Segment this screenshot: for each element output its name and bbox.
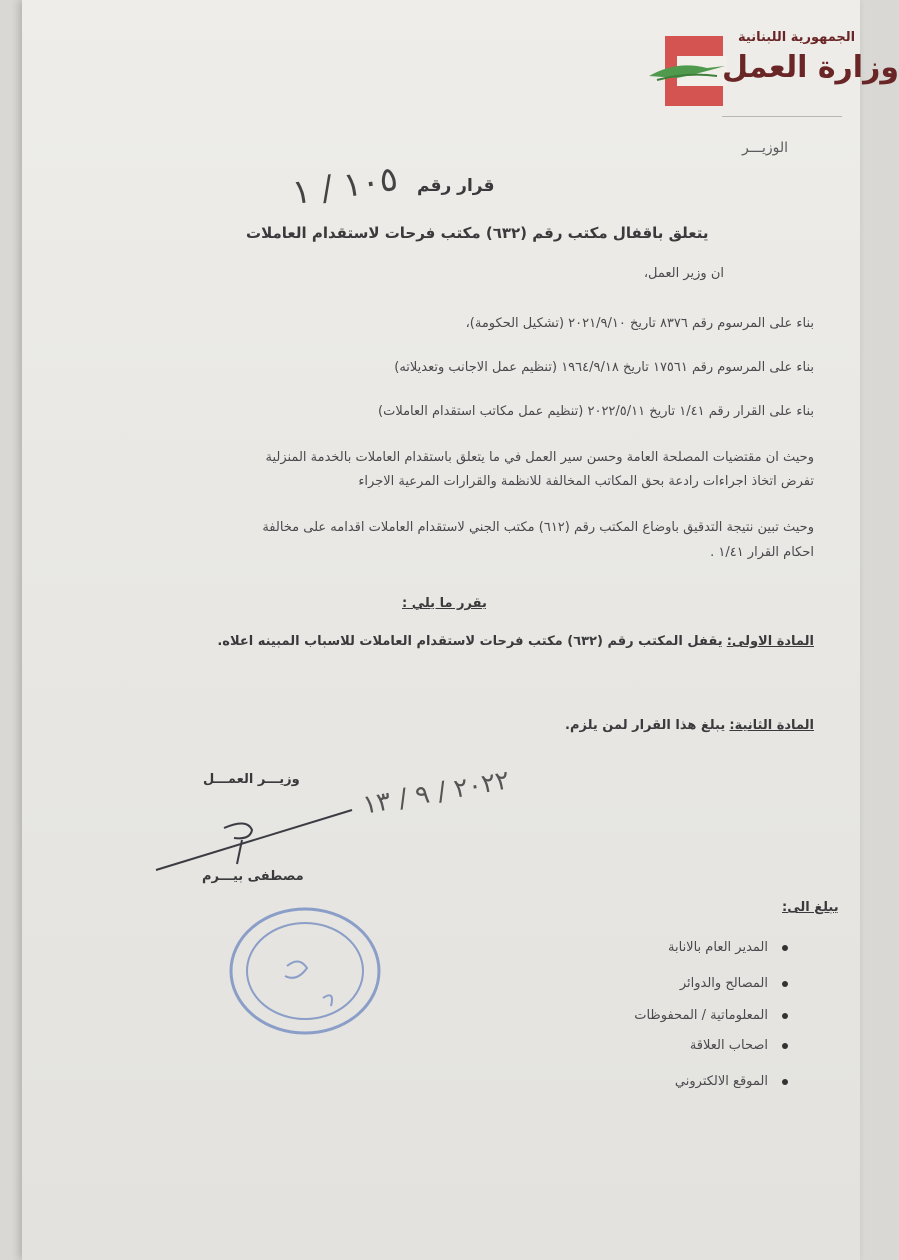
decision-number-label: قرار رقم	[417, 176, 495, 196]
republic-label: الجمهورية اللبنانية	[738, 30, 856, 45]
distribution-item-label: المدير العام بالانابة	[668, 940, 768, 955]
article-1-text: يقفل المكتب رقم (٦٣٢) مكتب فرحات لاستقدام العاملات للاسباب المبينه اعلاه.	[217, 634, 723, 649]
bullet-icon	[782, 1013, 788, 1019]
document-page	[22, 0, 899, 1260]
minister-label: الوزيـــر	[742, 140, 789, 156]
whereas-1b: تفرض اتخاذ اجراءات رادعة بحق المكاتب المخالفة للانظمة والقرارات المرعية الاجراء	[358, 474, 814, 489]
preamble-line-2: بناء على المرسوم رقم ١٧٥٦١ تاريخ ١٩٦٤/٩/١٨ (تنظيم عمل الاجانب وتعديلاته)	[394, 360, 814, 375]
distribution-item	[634, 1008, 788, 1023]
whereas-2a: وحيث تبين نتيجة التدقيق باوضاع المكتب رقم (٦١٢) مكتب الجني لاستقدام العاملات اقدامه على مخالفة	[262, 520, 814, 535]
article-2-label: المادة الثانية:	[729, 718, 814, 733]
distribution-title: يبلغ الى:	[782, 900, 839, 915]
distribution-item	[690, 1038, 788, 1053]
preamble-intro: ان وزير العمل،	[643, 266, 724, 281]
whereas-2b: احكام القرار ١/٤١ .	[710, 545, 814, 560]
distribution-item-label: الموقع الالكتروني	[674, 1074, 768, 1089]
article-2	[565, 718, 814, 733]
distribution-item	[675, 1074, 788, 1089]
distribution-item	[668, 940, 788, 955]
decides-heading: يقرر ما يلي :	[402, 596, 487, 611]
preamble-line-3: بناء على القرار رقم ١/٤١ تاريخ ٢٠٢٢/٥/١١ (تنظيم عمل مكاتب استقدام العاملات)	[378, 404, 814, 419]
bullet-icon	[782, 945, 788, 951]
cedar-logo-icon	[647, 54, 727, 84]
signatory-name: مصطفى بيـــرم	[202, 869, 304, 884]
signature-title: وزيـــر العمـــل	[203, 772, 300, 787]
decision-subject: يتعلق باقفال مكتب رقم (٦٣٢) مكتب فرحات لاستقدام العاملات	[246, 224, 709, 242]
bullet-icon	[782, 1043, 788, 1049]
header-divider	[722, 116, 842, 117]
signature-handwritten-date: ٢٠٢٢ / ٩ / ١٣	[360, 765, 512, 821]
distribution-item-label: اصحاب العلاقة	[689, 1038, 768, 1053]
distribution-item-label: المعلوماتية / المحفوظات	[634, 1008, 768, 1023]
article-2-text: يبلغ هذا القرار لمن يلزم.	[565, 718, 726, 733]
official-seal-stamp	[227, 906, 387, 1036]
bullet-icon	[782, 981, 788, 987]
preamble-line-1: بناء على المرسوم رقم ٨٣٧٦ تاريخ ٢٠٢١/٩/١٠ (تشكيل الحكومة)،	[465, 316, 814, 331]
distribution-item	[680, 976, 788, 991]
article-1-label: المادة الاولى:	[726, 634, 814, 649]
whereas-1a: وحيث ان مقتضيات المصلحة العامة وحسن سير العمل في ما يتعلق باستقدام العاملات بالخدمة المنزلية	[265, 450, 814, 465]
signature-scribble	[152, 800, 372, 880]
decision-number-handwritten: ١٠٥ / ١	[289, 158, 401, 214]
article-1	[217, 634, 814, 649]
ministry-name: وزارة العمل	[722, 50, 899, 85]
distribution-item-label: المصالح والدوائر	[679, 976, 768, 991]
bullet-icon	[782, 1079, 788, 1085]
